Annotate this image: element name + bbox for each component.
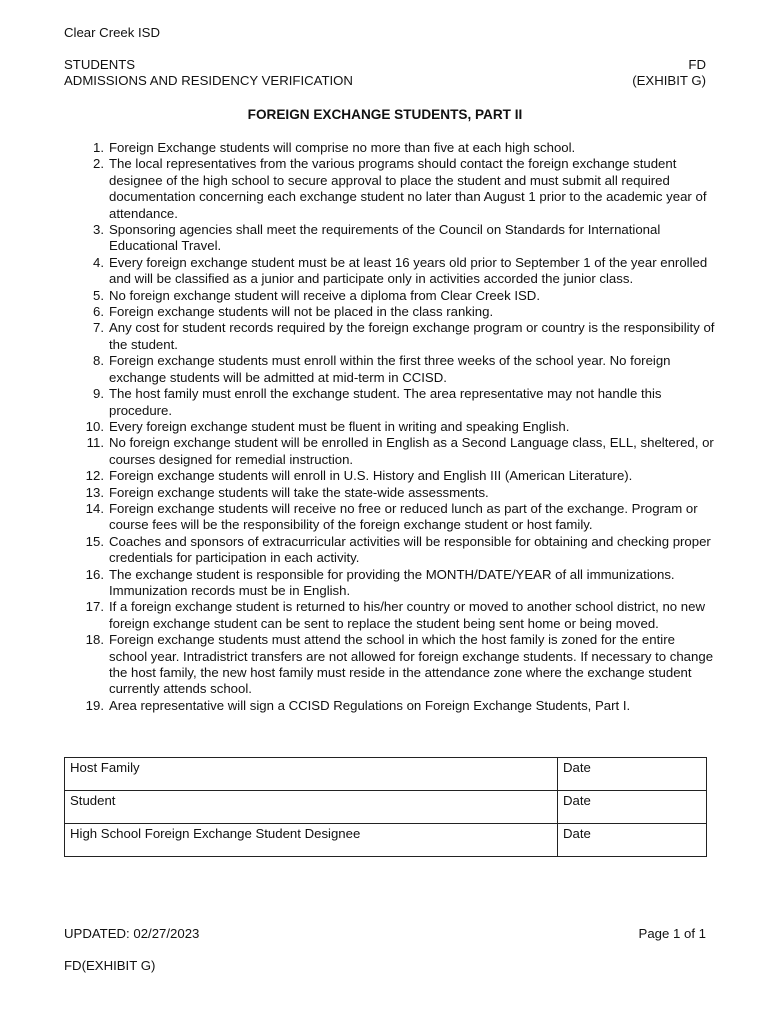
list-item xyxy=(64,140,716,156)
list-item-number: 8. xyxy=(93,353,104,369)
header-left xyxy=(64,57,353,90)
list-item xyxy=(64,501,716,534)
table-row xyxy=(65,791,707,824)
list-item-number: 5. xyxy=(93,287,104,303)
list-item-text: The exchange student is responsible for providing the MONTH/DATE/YEAR of all immunizations. Immunization records must be in English. xyxy=(109,566,675,598)
list-item xyxy=(64,534,716,567)
list-item-text: If a foreign exchange student is returned to his/her country or moved to another school district, no new foreign exchange student can be sent to replace the student being sent home or being moved. xyxy=(109,599,705,631)
list-item xyxy=(64,599,716,632)
list-item-text: Any cost for student records required by the foreign exchange program or country is the responsibility of the student. xyxy=(109,320,715,352)
list-item-number: 9. xyxy=(93,386,104,402)
list-item xyxy=(64,485,716,501)
organization-name: Clear Creek ISD xyxy=(64,25,161,40)
list-item-number: 13. xyxy=(85,484,104,500)
date-field-student[interactable]: Date xyxy=(558,791,707,824)
exhibit-label: (EXHIBIT G) xyxy=(632,73,706,89)
list-item-number: 1. xyxy=(93,140,104,155)
list-item xyxy=(64,386,716,419)
list-item xyxy=(64,567,716,600)
list-item-number: 11. xyxy=(86,435,104,451)
list-item-text: The local representatives from the various programs should contact the foreign exchange student designee of the high school to secure approval to place the student and must submit all required documentation concerning each exchange student no later than August 1 prior to the academic year of attendance. xyxy=(109,156,707,221)
signature-field-host-family[interactable]: Host Family xyxy=(65,758,558,791)
list-item-number: 15. xyxy=(85,533,104,549)
signature-field-designee[interactable]: High School Foreign Exchange Student Designee xyxy=(65,824,558,857)
list-item-number: 12. xyxy=(85,468,104,484)
page-title: FOREIGN EXCHANGE STUDENTS, PART II xyxy=(247,107,523,122)
list-item xyxy=(64,419,716,435)
list-item-number: 6. xyxy=(93,304,104,320)
list-item-text: Every foreign exchange student must be fluent in writing and speaking English. xyxy=(109,418,570,434)
list-item-text: Area representative will sign a CCISD Regulations on Foreign Exchange Students, Part I. xyxy=(109,697,631,713)
list-item xyxy=(64,468,716,484)
rules-list xyxy=(64,140,716,714)
policy-code: FD xyxy=(688,57,706,72)
list-item xyxy=(64,255,716,288)
list-item-text: No foreign exchange student will be enrolled in English as a Second Language class, ELL, sheltered, or courses designed for remedial instruction. xyxy=(109,435,714,467)
list-item-text: Foreign exchange students must enroll within the first three weeks of the school year. No foreign exchange students will be admitted at mid-term in CCISD. xyxy=(109,353,671,385)
list-item-text: Foreign exchange students will enroll in U.S. History and English III (American Literature). xyxy=(109,468,633,484)
list-item-number: 10. xyxy=(85,418,104,434)
table-row xyxy=(65,824,707,857)
updated-date: UPDATED: 02/27/2023 xyxy=(64,926,200,941)
list-item xyxy=(64,632,716,698)
header-right xyxy=(632,57,706,90)
list-item-number: 2. xyxy=(93,156,104,172)
list-item-number: 7. xyxy=(93,320,104,336)
list-item xyxy=(64,304,716,320)
list-item-text: Foreign exchange students will take the state-wide assessments. xyxy=(109,484,489,500)
list-item xyxy=(64,222,716,255)
list-item-number: 19. xyxy=(85,697,104,713)
section-name: STUDENTS xyxy=(64,57,136,72)
list-item-text: Foreign exchange students will receive no free or reduced lunch as part of the exchange. Program or course fees will be the responsibility of the foreign exchange student or host family. xyxy=(109,500,698,533)
list-item-text: Foreign exchange students will not be placed in the class ranking. xyxy=(109,304,494,320)
list-item-number: 3. xyxy=(93,222,104,238)
list-item xyxy=(64,698,716,714)
list-item-number: 17. xyxy=(85,599,104,615)
list-item xyxy=(64,435,716,468)
date-field-host-family[interactable]: Date xyxy=(558,758,707,791)
footer-policy-code: FD(EXHIBIT G) xyxy=(64,958,156,973)
list-item-text: No foreign exchange student will receive a diploma from Clear Creek ISD. xyxy=(109,287,540,303)
list-item-text: Foreign exchange students must attend the school in which the host family is zoned for the entire school year. Intradistrict transfers are not allowed for foreign exchange students. If necessary to change the host family, the new host family must reside in the attendance zone where the exchange student currently attends school. xyxy=(109,632,714,697)
signature-field-student[interactable]: Student xyxy=(65,791,558,824)
list-item-text: The host family must enroll the exchange student. The area representative may not handle this procedure. xyxy=(109,386,662,418)
signature-table xyxy=(64,757,707,857)
list-item-number: 14. xyxy=(85,500,104,516)
list-item xyxy=(64,320,716,353)
page-number: Page 1 of 1 xyxy=(638,926,706,941)
list-item-text: Coaches and sponsors of extracurricular activities will be responsible for obtaining and checking proper credentials for participation in each activity. xyxy=(109,533,711,566)
list-item xyxy=(64,156,716,222)
list-item xyxy=(64,288,716,304)
table-row xyxy=(65,758,707,791)
list-item-number: 4. xyxy=(93,254,104,270)
list-item xyxy=(64,353,716,386)
list-item-text: Every foreign exchange student must be at least 16 years old prior to September 1 of the year enrolled and will be classified as a junior and participate only in activities accorded the junior class. xyxy=(109,254,708,287)
date-field-designee[interactable]: Date xyxy=(558,824,707,857)
list-item-number: 18. xyxy=(85,632,104,648)
list-item-text: Foreign Exchange students will comprise no more than five at each high school. xyxy=(109,140,576,155)
list-item-text: Sponsoring agencies shall meet the requirements of the Council on Standards for International Educational Travel. xyxy=(109,222,661,254)
subsection-name: ADMISSIONS AND RESIDENCY VERIFICATION xyxy=(64,73,353,89)
list-item-number: 16. xyxy=(85,566,104,582)
